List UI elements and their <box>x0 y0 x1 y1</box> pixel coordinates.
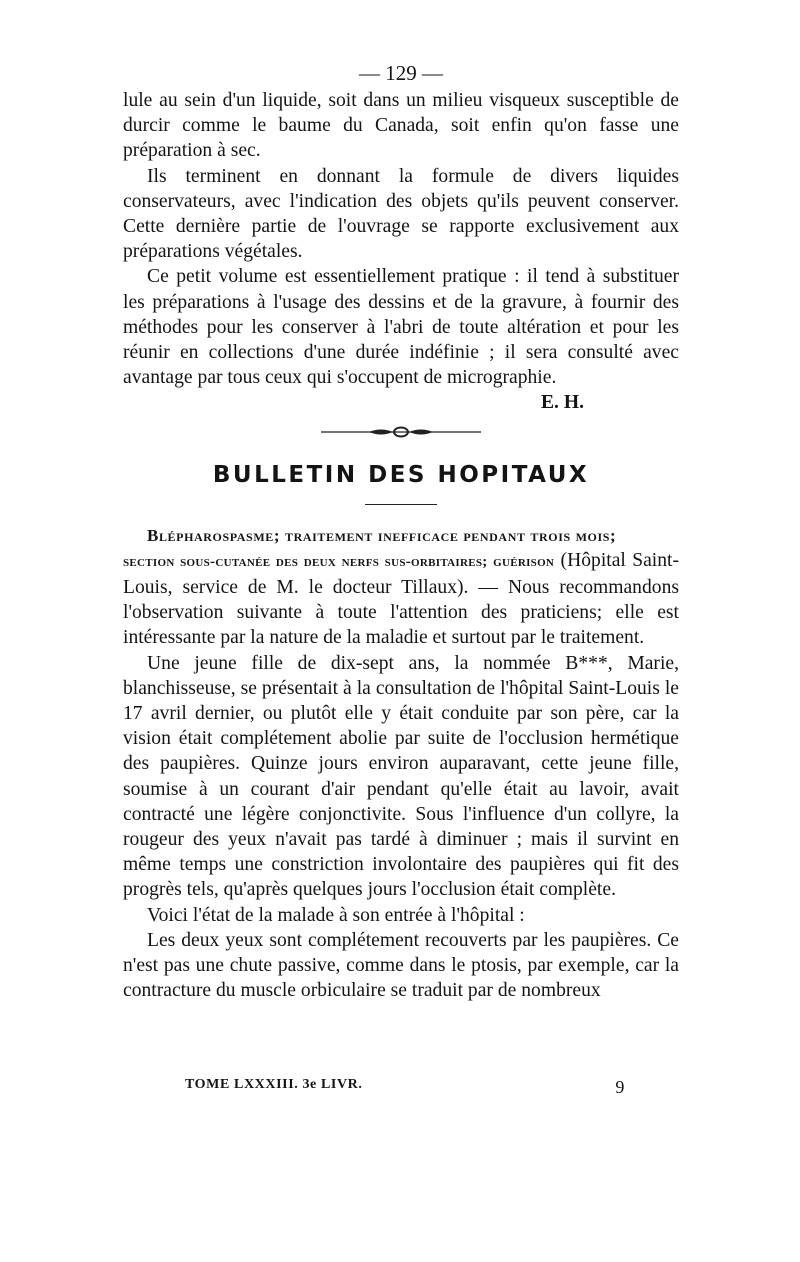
article-heading <box>123 523 679 548</box>
article-paragraph-2: Voici l'état de la malade à son entrée à l'hôpital : <box>147 904 525 926</box>
article-paragraph-3: Les deux yeux sont complétement recouverts par les paupières. Ce n'est pas une chute passive, comme dans le ptosis, par exemple, car la contracture du muscle orbiculaire se traduit par de nombreux <box>123 929 679 1002</box>
intro-paragraph-1: lule au sein d'un liquide, soit dans un milieu visqueux susceptible de durcir comme le baume du Canada, soit enfin qu'on fasse une préparation à sec. <box>123 90 679 162</box>
title-rule <box>365 504 437 505</box>
article-title-line1: Blépharospasme; traitement inefficace pendant trois mois; <box>147 525 617 545</box>
intro-paragraph-2: Ils terminent en donnant la formule de divers liquides conservateurs, avec l'indication des objets qu'ils peuvent conserver. Cette dernière partie de l'ouvrage se rapporte exclusivement aux préparations végétales. <box>123 165 679 263</box>
section-title: BULLETIN DES HOPITAUX <box>212 461 590 488</box>
intro-paragraph-3: Ce petit volume est essentiellement pratique : il tend à substituer les préparations à l'usage des dessins et de la gravure, à fournir des méthodes pour les conserver à l'abri de toute altération et pour les réunir en collections d'une durée indéfinie ; il sera consulté avec avantage par tous ceux qui s'occupent de micrographie. <box>123 266 679 389</box>
ornament-icon <box>321 426 481 438</box>
page-number: — 129 — <box>359 61 443 85</box>
ornament-divider <box>123 426 679 438</box>
article-intro-text: (Hôpital Saint-Louis, service de M. le docteur Tillaux). — Nous recommandons l'observation suivante à toute l'attention des praticiens; elle est intéressante par la nature de la maladie et surtout par le traitement. <box>123 549 679 649</box>
signature: E. H. <box>540 392 584 414</box>
page-footer <box>185 1077 625 1098</box>
footer-volume: TOME LXXXIII. 3e LIVR. <box>185 1077 363 1092</box>
page-content <box>123 58 679 1004</box>
article-title-line2: section sous-cutanée des deux nerfs sus-orbitaires; guérison <box>123 553 555 570</box>
article-intro <box>123 548 679 651</box>
article-paragraph-1: Une jeune fille de dix-sept ans, la nommée B***, Marie, blanchisseuse, se présentait à la consultation de l'hôpital Saint-Louis le 17 avril dernier, ou plutôt elle y était conduite par son père, car la vision était complétement abolie par suite de l'occlusion hermétique des paupières. Quinze jours environ auparavant, cette jeune fille, soumise à un courant d'air pendant qu'elle était au lavoir, avait contracté une légère conjonctivite. Sous l'influence d'un collyre, la rougeur des yeux n'avait pas tardé à diminuer ; mais il survint en même temps une constriction involontaire des paupières qui fit des progrès tels, qu'après quelques jours l'occlusion était complète. <box>123 652 679 901</box>
footer-signature-mark: 9 <box>615 1077 625 1097</box>
